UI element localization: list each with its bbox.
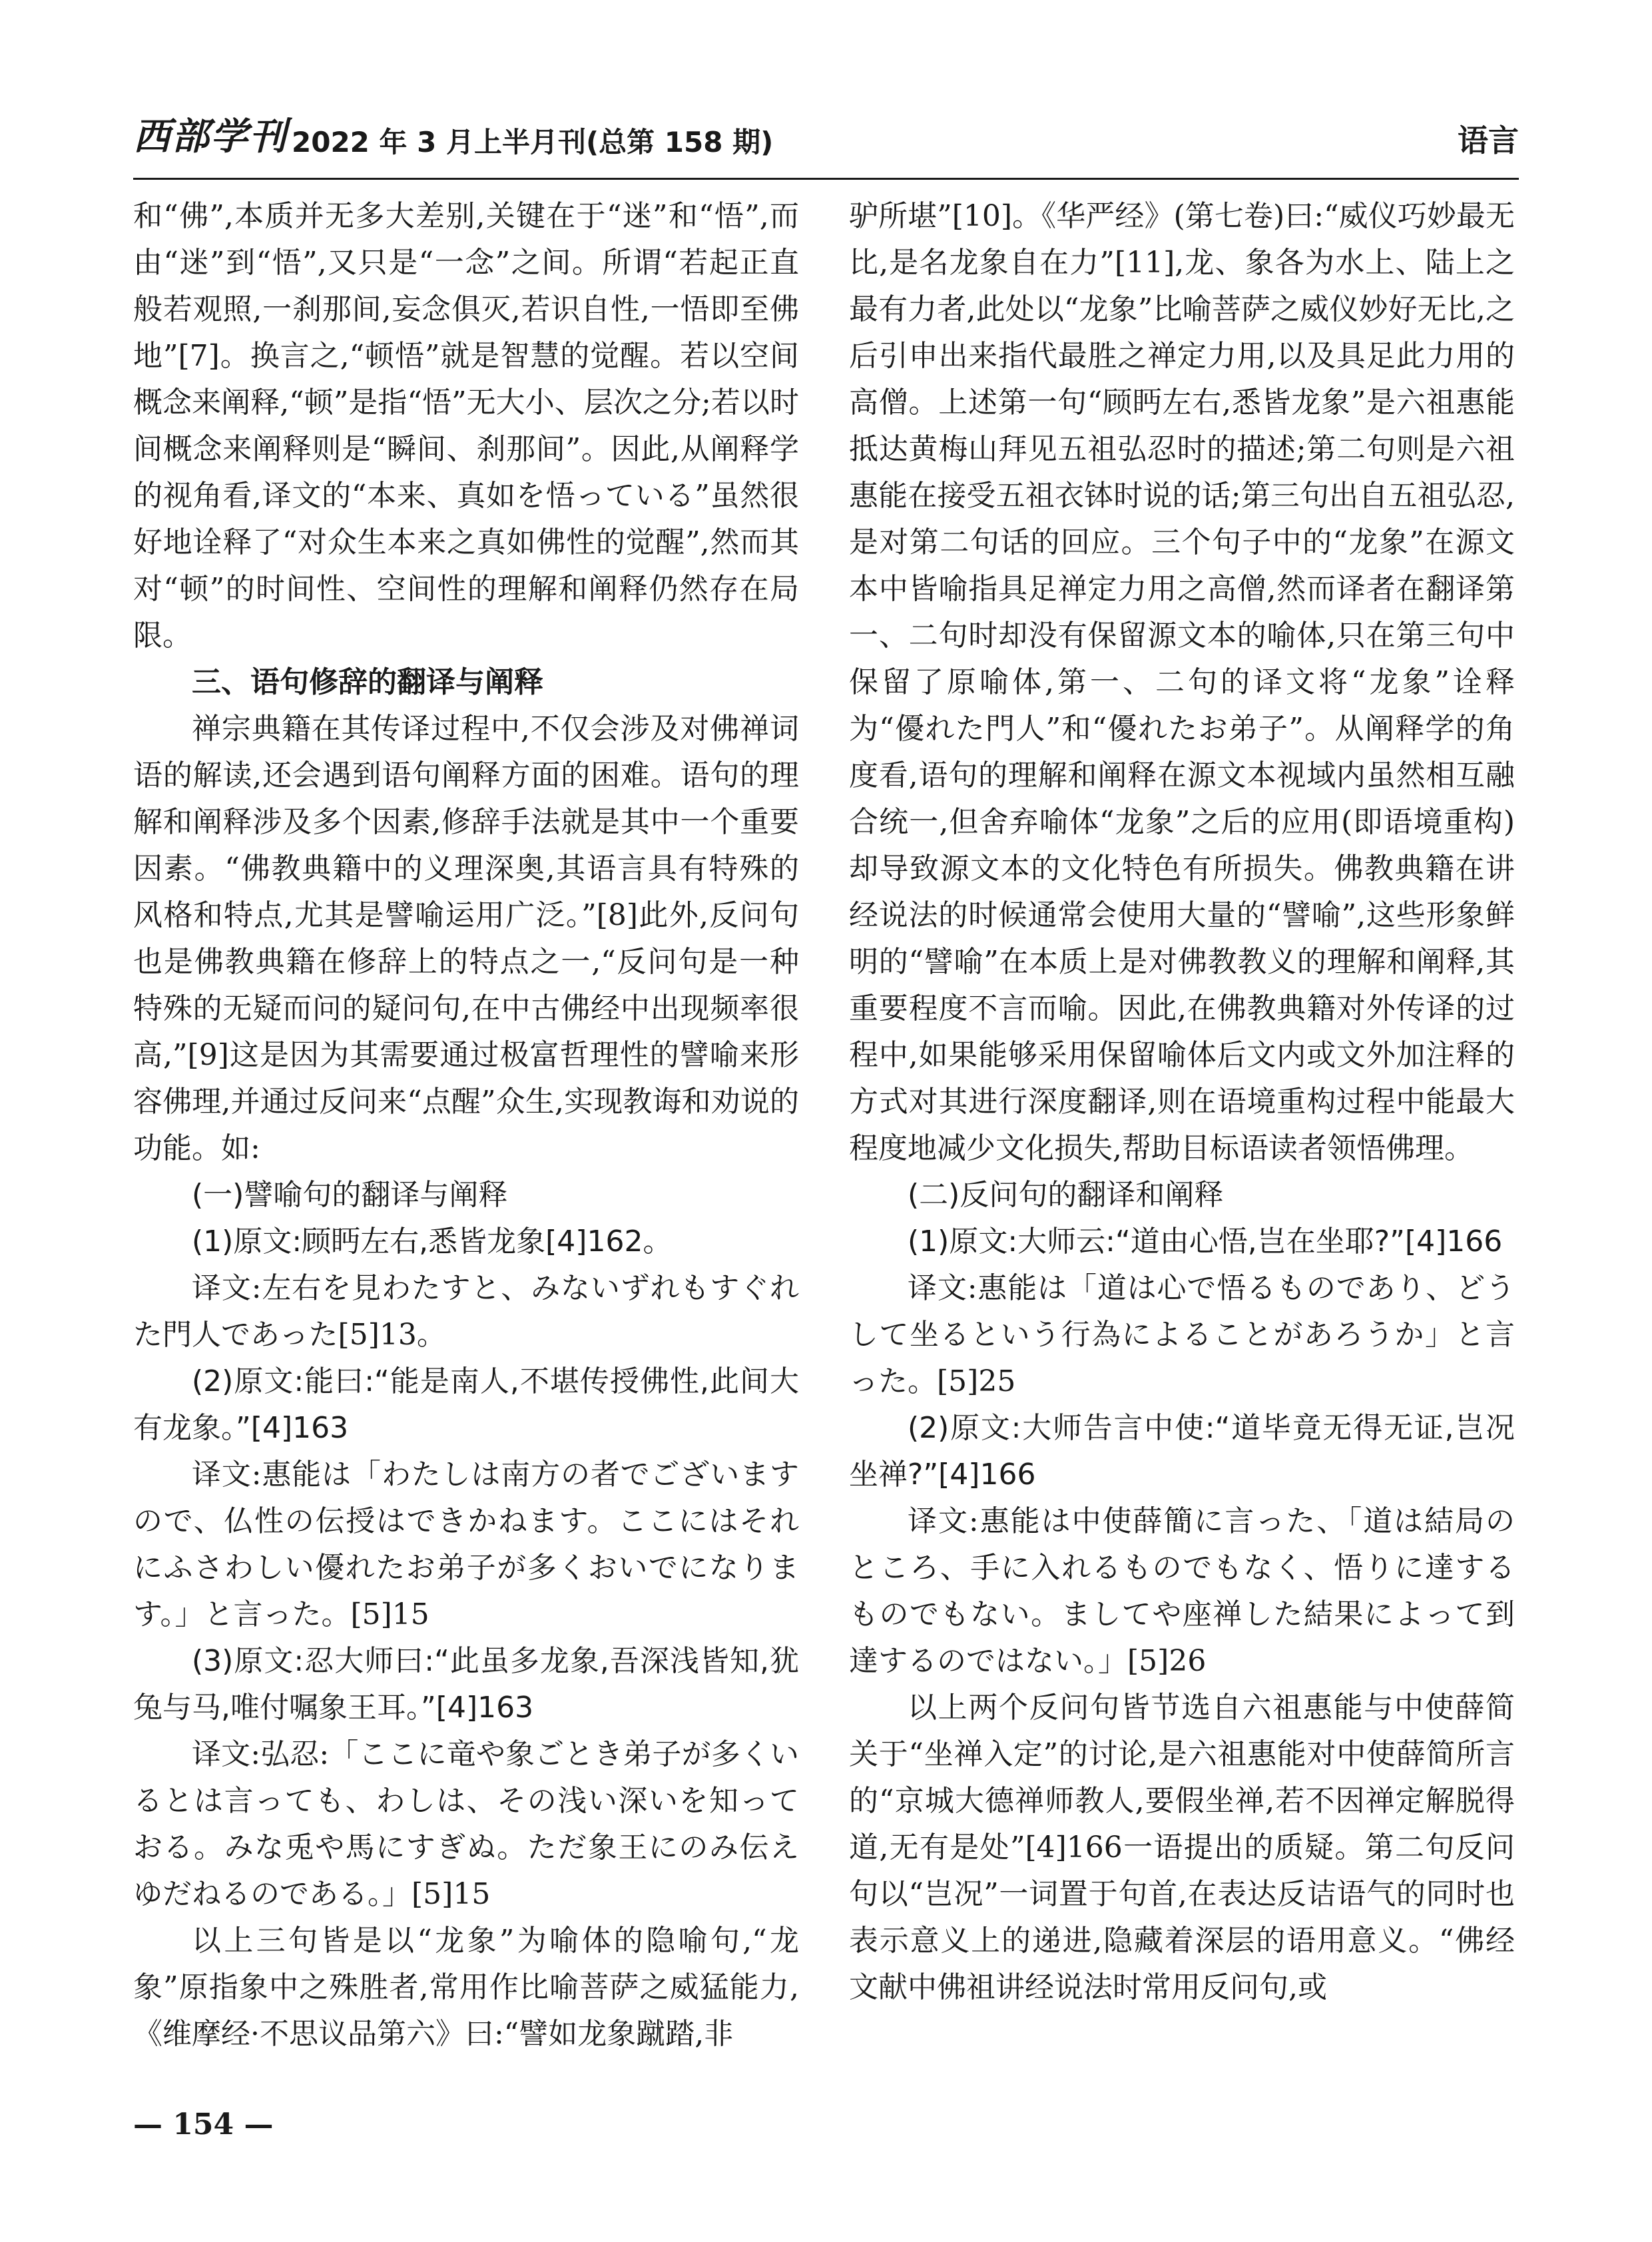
journal-title [133, 107, 773, 160]
journal-issue: 2022 年 3 月上半月刊(总第 158 期) [292, 126, 774, 158]
running-header [133, 107, 1519, 180]
translation-text: 译文:左右を見わたすと、みないずれもすぐれた門人であった[5]13。 [133, 1271, 799, 1352]
paragraph: 禅宗典籍在其传译过程中,不仅会涉及对佛禅词语的解读,还会遇到语句阐释方面的困难。语句的理解和阐释涉及多个因素,修辞手法就是其中一个重要因素。“佛教典籍中的义理深奥,其语言具有特殊的风格和特点,尤其是譬喻运用广泛。”[8]此外,反问句也是佛教典籍在修辞上的特点之一,“反问句是一种特殊的无疑而问的疑问句,在中古佛经中出现频率很高,”[9]这是因为其需要通过极富哲理性的譬喻来形容佛理,并通过反问来“点醒”众生,实现教诲和劝说的功能。如: [133, 712, 799, 1165]
right-column [849, 193, 1515, 2011]
source-text: (1)原文:顾眄左右,悉皆龙象[4]162。 [192, 1225, 673, 1259]
translation-text: 译文:弘忍:「ここに竜や象ごとき弟子が多くいるとは言っても、わしは、その浅い深いを知っておる。みな兎や馬にすぎぬ。ただ象王にのみ伝えゆだねるのである。」[5]15 [133, 1737, 799, 1911]
section-label: 语言 [1458, 123, 1519, 158]
source-text: (2)原文:能曰:“能是南人,不堪传授佛性,此间大有龙象。”[4]163 [133, 1364, 799, 1445]
subsection-heading: (一)譬喻句的翻译与阐释 [192, 1178, 508, 1212]
source-text: (2)原文:大师告言中使:“道毕竟无得无证,岂况坐禅?”[4]166 [849, 1411, 1515, 1492]
left-column [133, 193, 799, 2058]
paragraph: 和“佛”,本质并无多大差别,关键在于“迷”和“悟”,而由“迷”到“悟”,又只是“一念”之间。所谓“若起正直般若观照,一刹那间,妄念俱灭,若识自性,一悟即至佛地”[7]。换言之,“顿悟”就是智慧的觉醒。若以空间概念来阐释,“顿”是指“悟”无大小、层次之分;若以时间概念来阐释则是“瞬间、刹那间”。因此,从阐释学的视角看,译文的“本来、真如を悟っている”虽然很好地诠释了“对众生本来之真如佛性的觉醒”,然而其对“顿”的时间性、空间性的理解和阐释仍然存在局限。 [133, 199, 799, 653]
source-text: (3)原文:忍大师曰:“此虽多龙象,吾深浅皆知,犹兔与马,唯付嘱象王耳。”[4]163 [133, 1644, 799, 1725]
page-number: — 154 — [133, 2107, 274, 2141]
subsection-heading: (二)反问句的翻译和阐释 [908, 1178, 1224, 1212]
paragraph: 驴所堪”[10]。《华严经》(第七卷)曰:“威仪巧妙最无比,是名龙象自在力”[11],龙、象各为水上、陆上之最有力者,此处以“龙象”比喻菩萨之威仪妙好无比,之后引申出来指代最胜之禅定力用,以及具足此力用的高僧。上述第一句“顾眄左右,悉皆龙象”是六祖惠能抵达黄梅山拜见五祖弘忍时的描述;第二句则是六祖惠能在接受五祖衣钵时说的话;第三句出自五祖弘忍,是对第二句话的回应。三个句子中的“龙象”在源文本中皆喻指具足禅定力用之高僧,然而译者在翻译第一、二句时却没有保留源文本的喻体,只在第三句中保留了原喻体,第一、二句的译文将“龙象”诠释为“優れた門人”和“優れたお弟子”。从阐释学的角度看,语句的理解和阐释在源文本视域内虽然相互融合统一,但舍弃喻体“龙象”之后的应用(即语境重构)却导致源文本的文化特色有所损失。佛教典籍在讲经说法的时候通常会使用大量的“譬喻”,这些形象鲜明的“譬喻”在本质上是对佛教教义的理解和阐释,其重要程度不言而喻。因此,在佛教典籍对外传译的过程中,如果能够采用保留喻体后文内或文外加注释的方式对其进行深度翻译,则在语境重构过程中能最大程度地减少文化损失,帮助目标语读者领悟佛理。 [849, 199, 1515, 1165]
translation-text: 译文:惠能は「道は心で悟るものであり、どうして坐るという行為によることがあろうか」と言った。[5]25 [849, 1271, 1515, 1398]
paragraph: 以上两个反问句皆节选自六祖惠能与中使薛简关于“坐禅入定”的讨论,是六祖惠能对中使薛简所言的“京城大德禅师教人,要假坐禅,若不因禅定解脱得道,无有是处”[4]166一语提出的质疑。第二句反问句以“岂况”一词置于句首,在表达反诘语气的同时也表示意义上的递进,隐藏着深层的语用意义。“佛经文献中佛祖讲经说法时常用反问句,或 [849, 1691, 1515, 2004]
source-text: (1)原文:大师云:“道由心悟,岂在坐耶?”[4]166 [908, 1225, 1503, 1259]
journal-logo: 西部学刊 [133, 115, 288, 158]
translation-text: 译文:惠能は「わたしは南方の者でございますので、仏性の伝授はできかねます。ここにはそれにふさわしい優れたお弟子が多くおいでになります。」と言った。[5]15 [133, 1458, 799, 1631]
paragraph: 以上三句皆是以“龙象”为喻体的隐喻句,“龙象”原指象中之殊胜者,常用作比喻菩萨之威猛能力,《维摩经·不思议品第六》曰:“譬如龙象蹴踏,非 [133, 1924, 799, 2051]
translation-text: 译文:惠能は中使薛簡に言った、「道は結局のところ、手に入れるものでもなく、悟りに達するものでもない。ましてや座禅した結果によって到達するのではない。」[5]26 [849, 1504, 1515, 1678]
section-heading: 三、语句修辞的翻译与阐释 [192, 665, 543, 699]
